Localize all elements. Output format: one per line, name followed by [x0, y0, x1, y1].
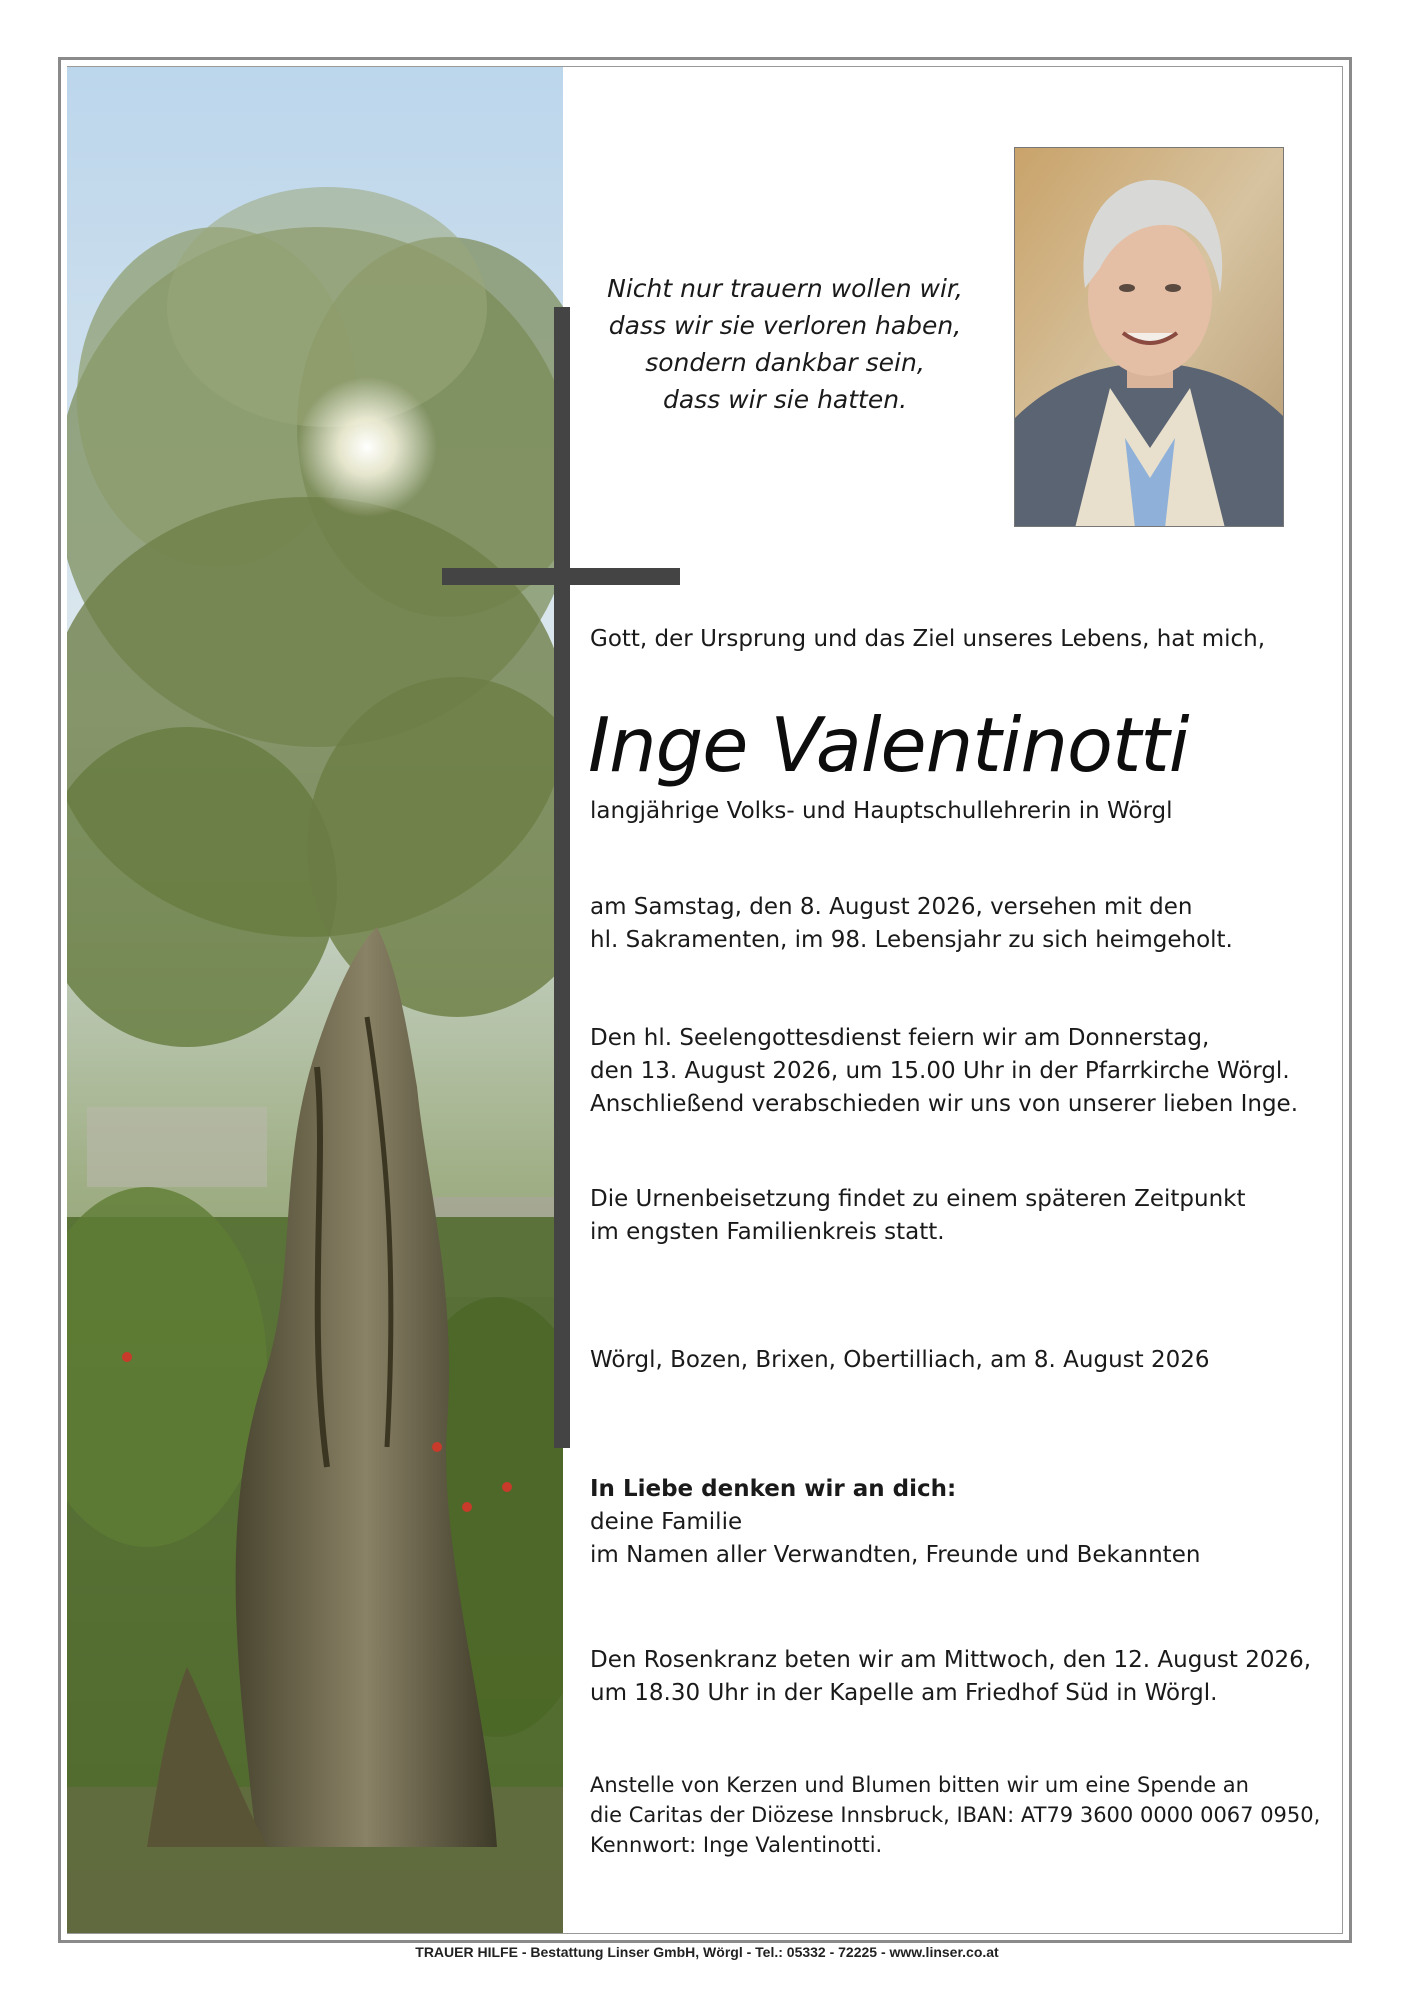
service-line: den 13. August 2026, um 15.00 Uhr in der Pfarrkirche Wörgl. — [590, 1058, 1290, 1084]
mourners — [590, 1473, 1320, 1572]
verse-line: dass wir sie verloren haben, — [608, 311, 962, 340]
rosary-line: Den Rosenkranz beten wir am Mittwoch, den 12. August 2026, — [590, 1647, 1312, 1673]
intro-line: Gott, der Ursprung und das Ziel unseres Lebens, hat mich, — [590, 626, 1266, 652]
verse-line: dass wir sie hatten. — [662, 385, 908, 414]
donation-line: die Caritas der Diözese Innsbruck, IBAN: AT79 3600 0000 0067 0950, — [590, 1803, 1321, 1827]
donation-info — [590, 1770, 1320, 1860]
death-notice — [590, 891, 1320, 957]
donation-line: Anstelle von Kerzen und Blumen bitten wir um eine Spende an — [590, 1773, 1249, 1797]
occupation-line: langjährige Volks- und Hauptschullehrerin in Wörgl — [590, 798, 1173, 824]
footer-imprint: TRAUER HILFE - Bestattung Linser GmbH, Wörgl - Tel.: 05332 - 72225 - www.linser.co.at — [415, 1944, 999, 1960]
deceased-name: Inge Valentinotti — [588, 701, 1189, 789]
burial-info — [590, 1183, 1320, 1249]
service-info — [590, 1022, 1320, 1121]
donation-line: Kennwort: Inge Valentinotti. — [590, 1833, 883, 1857]
verse-line: Nicht nur trauern wollen wir, — [607, 274, 963, 303]
service-line: Den hl. Seelengottesdienst feiern wir am Donnerstag, — [590, 1025, 1210, 1051]
mourners-heading: In Liebe denken wir an dich: — [590, 1476, 957, 1502]
verse-line: sondern dankbar sein, — [645, 348, 925, 377]
rosary-info — [590, 1644, 1320, 1710]
cross-horizontal-bar — [442, 568, 680, 585]
occupation — [590, 795, 1320, 828]
burial-line: Die Urnenbeisetzung findet zu einem späteren Zeitpunkt — [590, 1186, 1246, 1212]
rosary-line: um 18.30 Uhr in der Kapelle am Friedhof Süd in Wörgl. — [590, 1680, 1218, 1706]
mourners-line: im Namen aller Verwandten, Freunde und Bekannten — [590, 1542, 1201, 1568]
place-date-line: Wörgl, Bozen, Brixen, Obertilliach, am 8. August 2026 — [590, 1347, 1210, 1373]
portrait-photo — [1014, 147, 1284, 527]
death-notice-line: hl. Sakramenten, im 98. Lebensjahr zu sich heimgeholt. — [590, 927, 1233, 953]
service-line: Anschließend verabschieden wir uns von unserer lieben Inge. — [590, 1091, 1299, 1117]
olive-tree-photo — [67, 67, 563, 1933]
verse — [600, 270, 970, 418]
mourners-line: deine Familie — [590, 1509, 743, 1535]
death-notice-line: am Samstag, den 8. August 2026, versehen mit den — [590, 894, 1193, 920]
burial-line: im engsten Familienkreis statt. — [590, 1219, 945, 1245]
intro-text — [590, 623, 1320, 656]
cross-vertical-bar — [554, 307, 570, 1448]
place-date — [590, 1344, 1320, 1377]
